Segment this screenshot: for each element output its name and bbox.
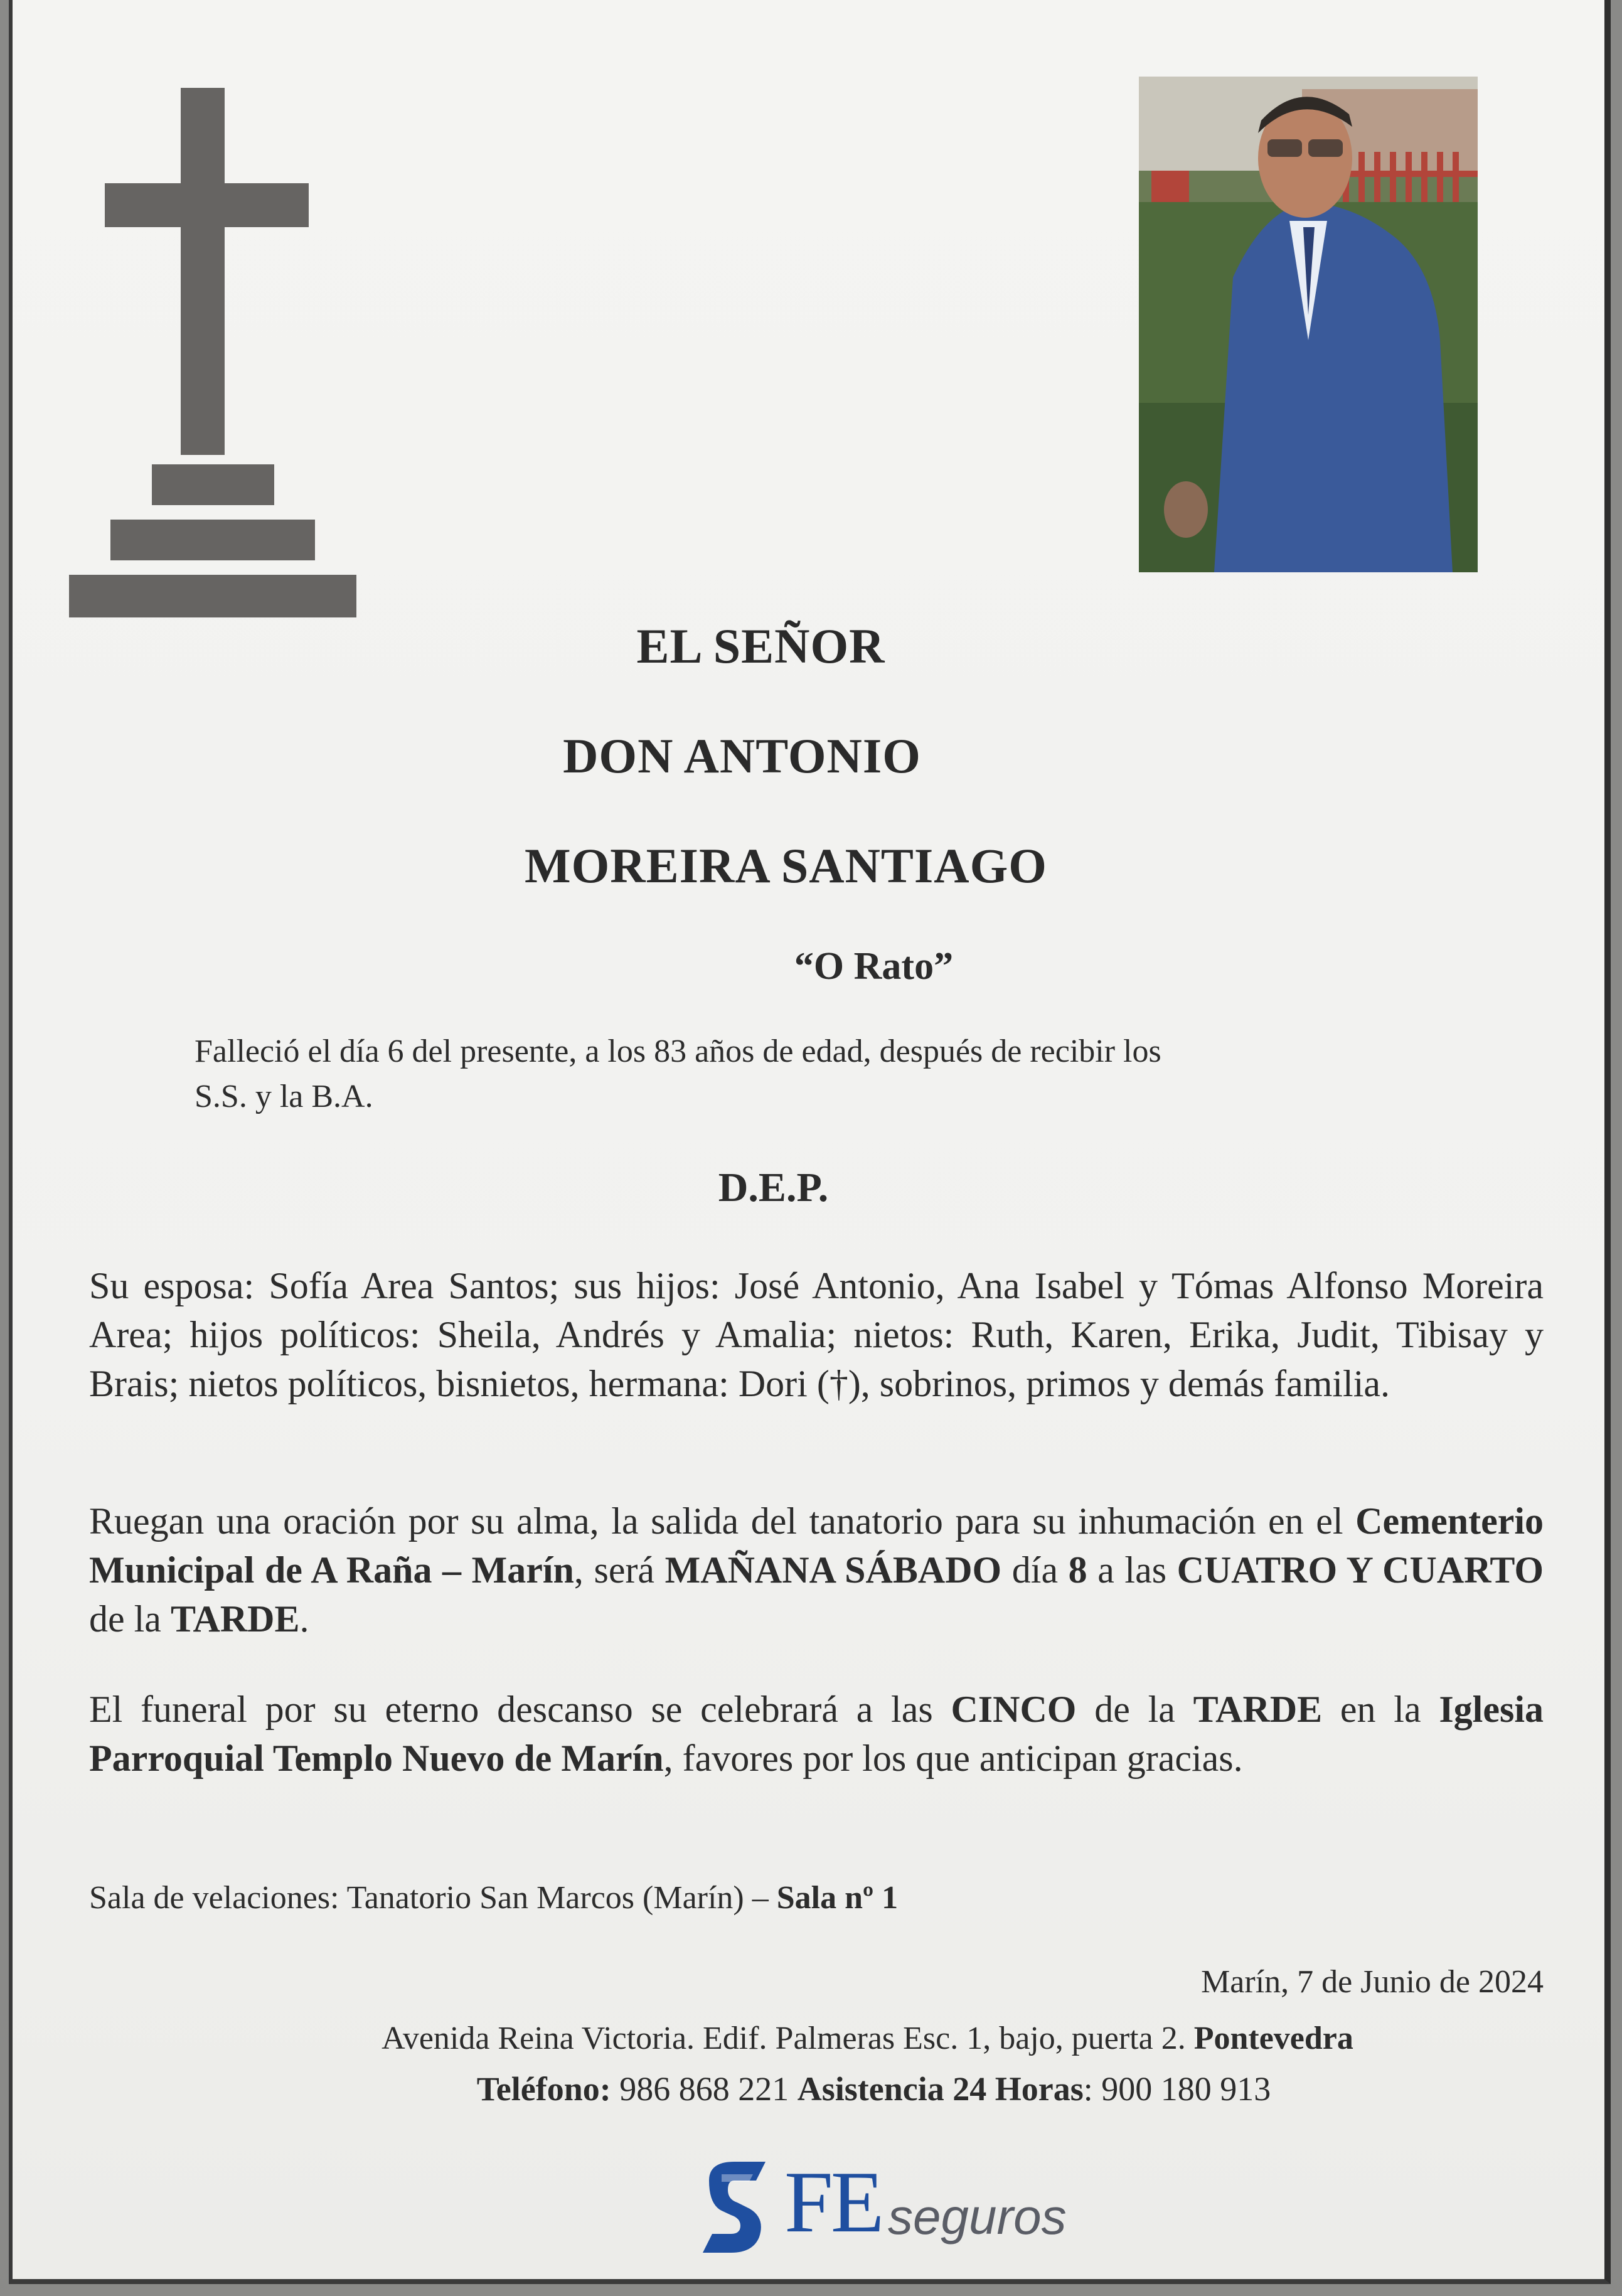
contact-phones: Teléfono: 986 868 221 Asistencia 24 Horas: 900 180 913 (476, 2070, 1271, 2108)
funeral-home-address: Avenida Reina Victoria. Edif. Palmeras Esc. 1, bajo, puerta 2. Pontevedra (381, 2021, 1353, 2056)
title-line-1: EL SEÑOR (636, 619, 885, 673)
nickname: “O Rato” (794, 945, 954, 988)
wake-room: Sala de velaciones: Tanatorio San Marcos (Marín) – Sala nº 1 (89, 1880, 899, 1916)
obituary-sheet (9, 0, 1611, 2284)
logo-suffix: seguros (888, 2189, 1067, 2245)
funeral-paragraph: El funeral por su eterno descanso se celebrará a las CINCO de la TARDE en la Iglesia Parroquial Templo Nuevo de Marín, favores por los que anticipan gracias. (89, 1689, 1544, 1779)
cross-icon (69, 88, 358, 621)
deceased-photo (1139, 77, 1478, 572)
dep-heading: D.E.P. (718, 1165, 829, 1210)
fe-seguros-logo (696, 2155, 1073, 2256)
death-notice-line-2: S.S. y la B.A. (195, 1079, 373, 1114)
fe-logo-mark-icon (696, 2155, 778, 2256)
death-notice (195, 1029, 1481, 1119)
death-notice-line-1: Falleció el día 6 del presente, a los 83 años de edad, después de recibir los (195, 1033, 1161, 1069)
title-line-3: MOREIRA SANTIAGO (525, 838, 1047, 893)
logo-brand: FE (784, 2154, 882, 2251)
place-date: Marín, 7 de Junio de 2024 (1201, 1964, 1544, 2000)
family-paragraph: Su esposa: Sofía Area Santos; sus hijos: José Antonio, Ana Isabel y Tómas Alfonso Moreira Area; hijos políticos: Sheila, Andrés y Amalia; nietos: Ruth, Karen, Erika, Judit, Tibisay y Brais; nietos políticos, bisnietos, hermana: Dori (†), sobrinos, primos y demás familia. (89, 1265, 1544, 1404)
title-line-2: DON ANTONIO (563, 729, 921, 783)
burial-paragraph: Ruegan una oración por su alma, la salida del tanatorio para su inhumación en el Cementerio Municipal de A Raña – Marín, será MAÑANA SÁBADO día 8 a las CUATRO Y CUARTO de la TARDE. (89, 1500, 1544, 1640)
